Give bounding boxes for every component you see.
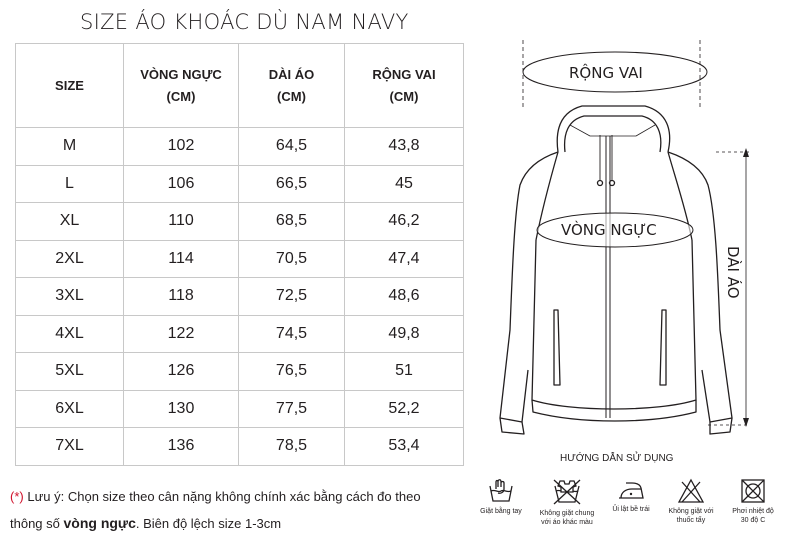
cell-size: M [16,128,124,166]
header-length: DÀI ÁO (CM) [239,44,345,128]
hand-wash-icon [487,478,515,504]
cell-chest: 106 [124,165,239,203]
table-row [16,203,464,241]
care-caption: thuốc tẩy [676,517,706,524]
cell-length: 74,5 [239,315,345,353]
jacket-diagram [470,40,786,440]
cell-length: 70,5 [239,240,345,278]
cell-length: 66,5 [239,165,345,203]
chest-label: VÒNG NGỰC [561,221,657,239]
cell-size: L [16,165,124,203]
cell-shoulder: 45 [345,165,464,203]
care-item [722,478,784,525]
cell-size: 7XL [16,428,124,466]
care-caption: Giặt bằng tay [480,508,522,515]
cell-chest: 130 [124,390,239,428]
note-line2-post: . Biên độ lệch size 1-3cm [135,516,282,531]
cell-shoulder: 52,2 [345,390,464,428]
table-row [16,128,464,166]
cell-size: 5XL [16,353,124,391]
cell-length: 77,5 [239,390,345,428]
page-title: SIZE ÁO KHOÁC DÙ NAM NAVY [80,10,409,34]
care-caption: Ủi lật bề trái [612,506,650,513]
note-asterisk: (*) [10,489,24,504]
cell-chest: 102 [124,128,239,166]
care-caption: 30 độ C [740,517,766,524]
shoulder-label: RỘNG VAI [569,64,643,82]
cell-length: 72,5 [239,278,345,316]
cell-shoulder: 51 [345,353,464,391]
cell-size: 2XL [16,240,124,278]
no-bleach-icon [677,478,705,504]
note-line2-bold: vòng ngực [63,515,136,531]
table-row [16,278,464,316]
note-line2-pre: thông số [10,516,64,531]
cell-shoulder: 49,8 [345,315,464,353]
cell-chest: 122 [124,315,239,353]
cell-size: 6XL [16,390,124,428]
care-item [470,478,532,516]
table-row [16,240,464,278]
table-row [16,353,464,391]
cell-size: XL [16,203,124,241]
care-caption: với áo khác màu [541,519,593,526]
care-guide-title: HƯỚNG DẪN SỬ DỤNG [560,453,674,464]
cell-size: 3XL [16,278,124,316]
length-label: DÀI ÁO [724,246,742,299]
care-caption: Không giặt với [668,508,714,515]
cell-chest: 136 [124,428,239,466]
table-row [16,428,464,466]
cell-chest: 118 [124,278,239,316]
no-mixed-wash-icon [552,478,582,506]
cell-chest: 114 [124,240,239,278]
care-item [536,478,598,527]
iron-icon [616,478,646,502]
header-size: SIZE [16,44,124,128]
table-header-row [16,44,464,128]
table-row [16,165,464,203]
header-shoulder: RỘNG VAI (CM) [345,44,464,128]
table-row [16,390,464,428]
cell-shoulder: 53,4 [345,428,464,466]
cell-shoulder: 43,8 [345,128,464,166]
care-caption: Phơi nhiệt độ [732,508,774,515]
cell-chest: 126 [124,353,239,391]
cell-shoulder: 46,2 [345,203,464,241]
care-caption: Không giặt chung [539,510,595,517]
cell-length: 68,5 [239,203,345,241]
table-row [16,315,464,353]
size-table [15,43,464,466]
cell-shoulder: 47,4 [345,240,464,278]
cell-length: 78,5 [239,428,345,466]
cell-size: 4XL [16,315,124,353]
cell-length: 64,5 [239,128,345,166]
cell-shoulder: 48,6 [345,278,464,316]
care-item [600,478,662,514]
header-chest: VÒNG NGỰC (CM) [124,44,239,128]
care-item [660,478,722,525]
cell-chest: 110 [124,203,239,241]
size-note [10,484,421,537]
cell-length: 76,5 [239,353,345,391]
shade-dry-icon [740,478,766,504]
note-line1: Lưu ý: Chọn size theo cân nặng không chính xác bằng cách đo theo [27,489,421,504]
